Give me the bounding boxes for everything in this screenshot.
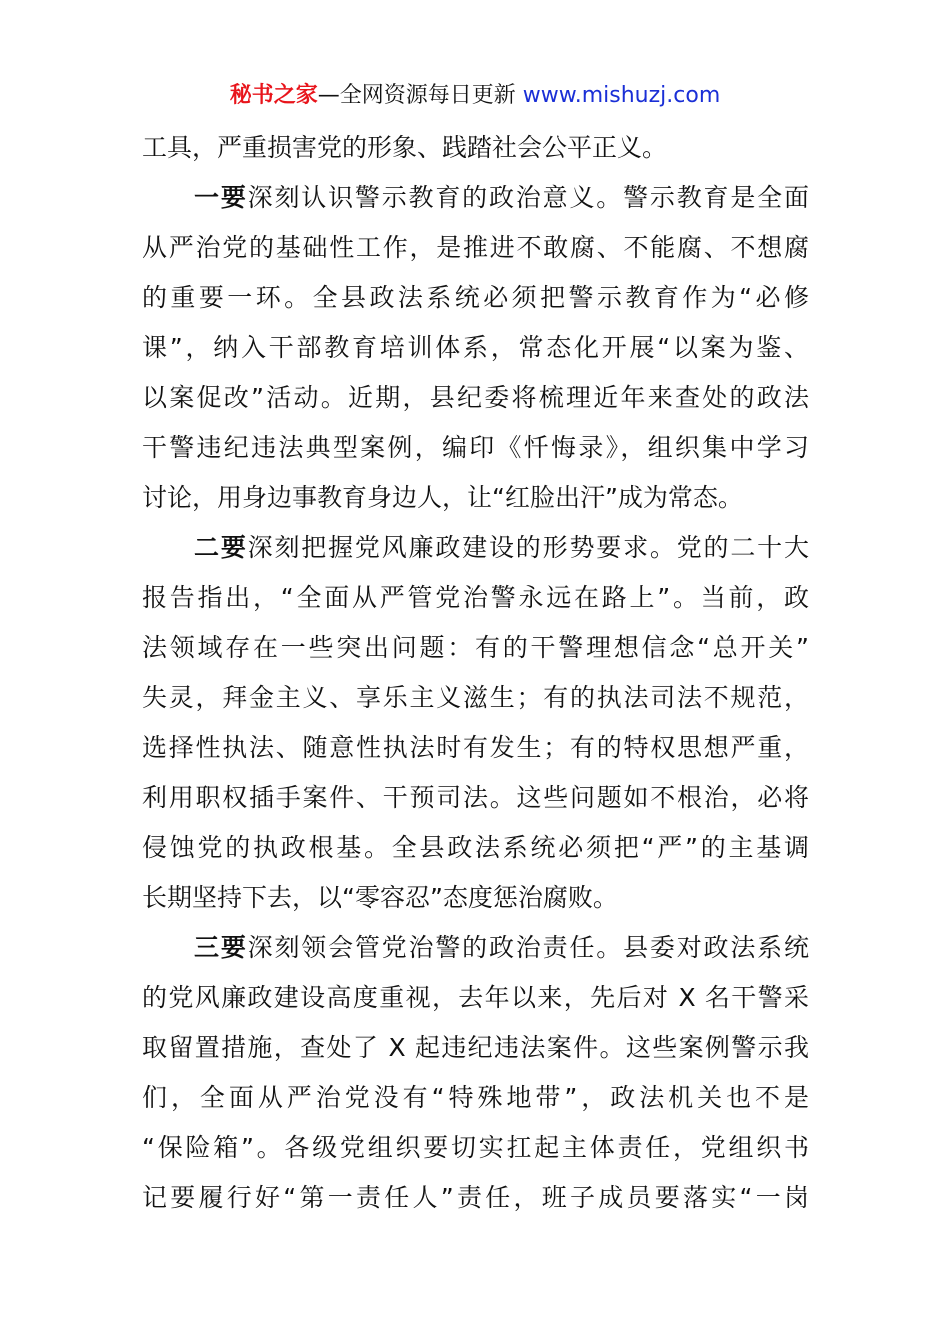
paragraph-lead: 一要 <box>194 183 248 212</box>
brand-name: 秘书之家 <box>229 83 318 108</box>
text-line: 的重要一环。全县政法系统必须把警示教育作为“必修 <box>142 283 809 312</box>
text-line: 工具，严重损害党的形象、践踏社会公平正义。 <box>142 133 668 162</box>
text-line: 法领域存在一些突出问题：有的干警理想信念“总开关” <box>142 633 809 662</box>
text-line: 干警违纪违法典型案例，编印《忏悔录》，组织集中学习 <box>142 433 809 462</box>
text-line-content: 深刻认识警示教育的政治意义。警示教育是全面 <box>247 183 809 212</box>
text-line: 课”，纳入干部教育培训体系，常态化开展“以案为鉴、 <box>142 333 809 362</box>
text-line: 取留置措施，查处了 X 起违纪违法案件。这些案例警示我 <box>142 1033 809 1062</box>
text-line: 长期坚持下去，以“零容忍”态度惩治腐败。 <box>142 883 618 912</box>
text-line: 以案促改”活动。近期，县纪委将梳理近年来查处的政法 <box>142 383 809 412</box>
text-line: 选择性执法、随意性执法时有发生；有的特权思想严重， <box>142 733 809 762</box>
text-line: “保险箱”。各级党组织要切实扛起主体责任，党组织书 <box>142 1133 809 1162</box>
text-line: 从严治党的基础性工作，是推进不敢腐、不能腐、不想腐 <box>142 233 809 262</box>
text-line <box>142 173 809 223</box>
text-line: 讨论，用身边事教育身边人，让“红脸出汗”成为常态。 <box>142 483 743 512</box>
document-body <box>142 123 809 1223</box>
page-header <box>0 80 950 112</box>
text-line <box>142 523 809 573</box>
text-line-content: 深刻领会管党治警的政治责任。县委对政法系统 <box>247 933 809 962</box>
text-line: 失灵，拜金主义、享乐主义滋生；有的执法司法不规范， <box>142 683 809 712</box>
paragraph-lead: 二要 <box>194 533 248 562</box>
site-url-link[interactable]: www.mishuzj.com <box>522 83 721 108</box>
text-line <box>142 923 809 973</box>
text-line-content: 深刻把握党风廉政建设的形势要求。党的二十大 <box>247 533 809 562</box>
header-tagline: —全网资源每日更新 <box>317 83 516 108</box>
text-line: 的党风廉政建设高度重视，去年以来，先后对 X 名干警采 <box>142 983 809 1012</box>
text-line: 报告指出，“全面从严管党治警永远在路上”。当前，政 <box>142 583 809 612</box>
text-line: 侵蚀党的执政根基。全县政法系统必须把“严”的主基调 <box>142 833 809 862</box>
text-line: 们，全面从严治党没有“特殊地带”，政法机关也不是 <box>142 1083 809 1112</box>
paragraph-lead: 三要 <box>194 933 248 962</box>
text-line: 记要履行好“第一责任人”责任，班子成员要落实“一岗 <box>142 1183 809 1212</box>
text-line: 利用职权插手案件、干预司法。这些问题如不根治，必将 <box>142 783 809 812</box>
